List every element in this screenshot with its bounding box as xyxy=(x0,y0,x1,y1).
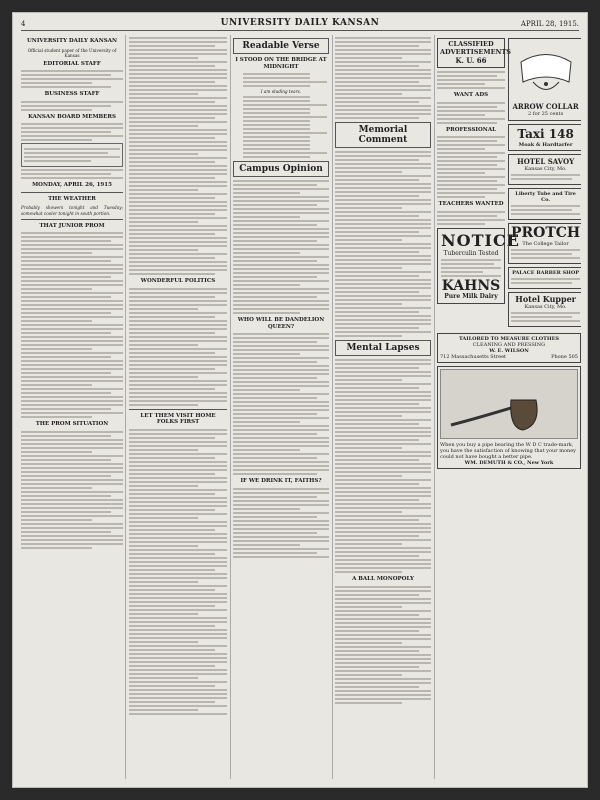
hotel-savoy-ad xyxy=(508,154,581,185)
notice-ad xyxy=(437,228,520,304)
liberty-name: Liberty Tube and Tire Co. xyxy=(515,191,576,203)
wilson-clothes-ad xyxy=(437,333,581,363)
protch-name: PROTCH xyxy=(511,225,581,241)
arrow-collar-price: 2 for 25 cents xyxy=(528,111,564,117)
nameplate-sub: Official student paper of the University of Kansas xyxy=(27,47,117,58)
column-verse xyxy=(233,35,329,779)
protch-ad xyxy=(508,223,581,264)
cleaning-heading: CLEANING AND PRESSING xyxy=(472,342,546,348)
hotel-kupper-sub: Kansas City, Mo. xyxy=(524,304,567,310)
poem-refrain: I am eluding tears. xyxy=(260,89,302,94)
poem-title: I STOOD ON THE BRIDGE AT MIDNIGHT xyxy=(235,57,327,70)
milk-tested: Tuberculin Tested xyxy=(443,249,499,257)
pipe-illustration xyxy=(440,369,578,439)
nameplate: UNIVERSITY DAILY KANSAN xyxy=(27,38,117,44)
notice-box xyxy=(21,143,123,167)
pipe-maker: WM. DEMUTH & CO., New York xyxy=(464,460,554,466)
kahns-sub: Pure Milk Dairy xyxy=(444,292,498,300)
weather-text: Probably showers tonight and Tuesday; somewhat cooler tonight in south portion. xyxy=(21,205,123,216)
classified-heading: CLASSIFIED ADVERTISEMENTS xyxy=(440,40,511,56)
article-heading-home-folks: LET THEM VISIT HOME FOLKS FIRST xyxy=(140,412,216,425)
tailored-heading: TAILORED TO MEASURE CLOTHES xyxy=(458,336,560,342)
faiths-heading: IF WE DRINK IT, FAITHS? xyxy=(240,478,322,485)
palace-name: PALACE BARBER SHOP xyxy=(512,270,579,276)
taxi-sub: Moak & Hardtarfer xyxy=(518,142,573,148)
article-heading-2: THE PROM SITUATION xyxy=(35,421,109,428)
classified-phone: K. U. 66 xyxy=(455,56,487,65)
wilson-name: W. E. WILSON xyxy=(489,348,529,354)
page-number: 4 xyxy=(21,20,26,28)
taxi-number: Taxi 148 xyxy=(517,127,574,141)
column-rule xyxy=(332,35,333,779)
article-heading-politics: WONDERFUL POLITICS xyxy=(140,278,216,284)
newspaper-page xyxy=(12,12,588,788)
column-editorial-2 xyxy=(129,35,227,779)
arrow-collar-brand: ARROW COLLAR xyxy=(512,102,579,111)
column-rule xyxy=(230,35,231,779)
arrow-collar-ad xyxy=(508,38,581,121)
issue-date: MONDAY, APRIL 26, 1915 xyxy=(32,182,112,189)
demuth-pipe-ad xyxy=(437,366,581,469)
pipe-ad-text: When you buy a pipe bearing the W D C trade-mark, you have the satisfaction of knowing that your money could not have bought a better pipe. xyxy=(440,442,576,460)
want-ads-heading: WANT ADS xyxy=(453,92,489,98)
column-comment xyxy=(335,35,431,779)
classified-ad-box xyxy=(437,38,511,68)
liberty-tire-ad xyxy=(508,188,581,220)
collar-illustration xyxy=(512,42,579,102)
business-staff-heading: BUSINESS STAFF xyxy=(44,91,100,98)
column-editorial xyxy=(21,35,123,779)
protch-sub: The College Tailor xyxy=(522,241,569,247)
readable-verse-heading: Readable Verse xyxy=(233,38,329,54)
board-heading: KANSAN BOARD MEMBERS xyxy=(28,113,116,120)
hotel-kupper-ad xyxy=(508,292,581,327)
column-rule xyxy=(125,35,126,779)
professional-heading: PROFESSIONAL xyxy=(446,126,496,133)
hotel-kupper-name: Hotel Kupper xyxy=(515,294,576,304)
editorial-staff-heading: EDITORIAL STAFF xyxy=(43,60,101,67)
article-heading: THAT JUNIOR PROM xyxy=(39,222,105,229)
ball-monopoly-heading: A BALL MONOPOLY xyxy=(352,576,414,582)
memorial-comment-heading: Memorial Comment xyxy=(335,122,431,148)
wilson-address: 712 Massachusetts Street xyxy=(440,354,507,360)
wilson-phone: Phone 505 xyxy=(551,354,578,360)
notice-heading: NOTICE xyxy=(441,230,520,250)
hotel-savoy-name: HOTEL SAVOY xyxy=(517,157,575,166)
column-rule xyxy=(434,35,435,779)
teachers-wanted-heading: TEACHERS WANTED xyxy=(438,201,504,207)
masthead xyxy=(21,17,579,31)
palace-barber-ad xyxy=(508,267,581,289)
kahns-name: KAHNS xyxy=(441,277,501,294)
dandelion-heading: WHO WILL BE DANDELION QUEEN? xyxy=(237,317,325,330)
campus-opinion-heading: Campus Opinion xyxy=(233,161,329,177)
taxi-ad xyxy=(508,124,581,151)
weather-heading: THE WEATHER xyxy=(48,195,96,202)
hotel-savoy-sub: Kansas City, Mo. xyxy=(524,166,567,172)
masthead-title: UNIVERSITY DAILY KANSAN xyxy=(220,18,380,28)
mental-lapses-heading: Mental Lapses xyxy=(335,340,431,356)
masthead-date: APRIL 28, 1915. xyxy=(520,20,579,28)
column-ads xyxy=(437,35,581,779)
